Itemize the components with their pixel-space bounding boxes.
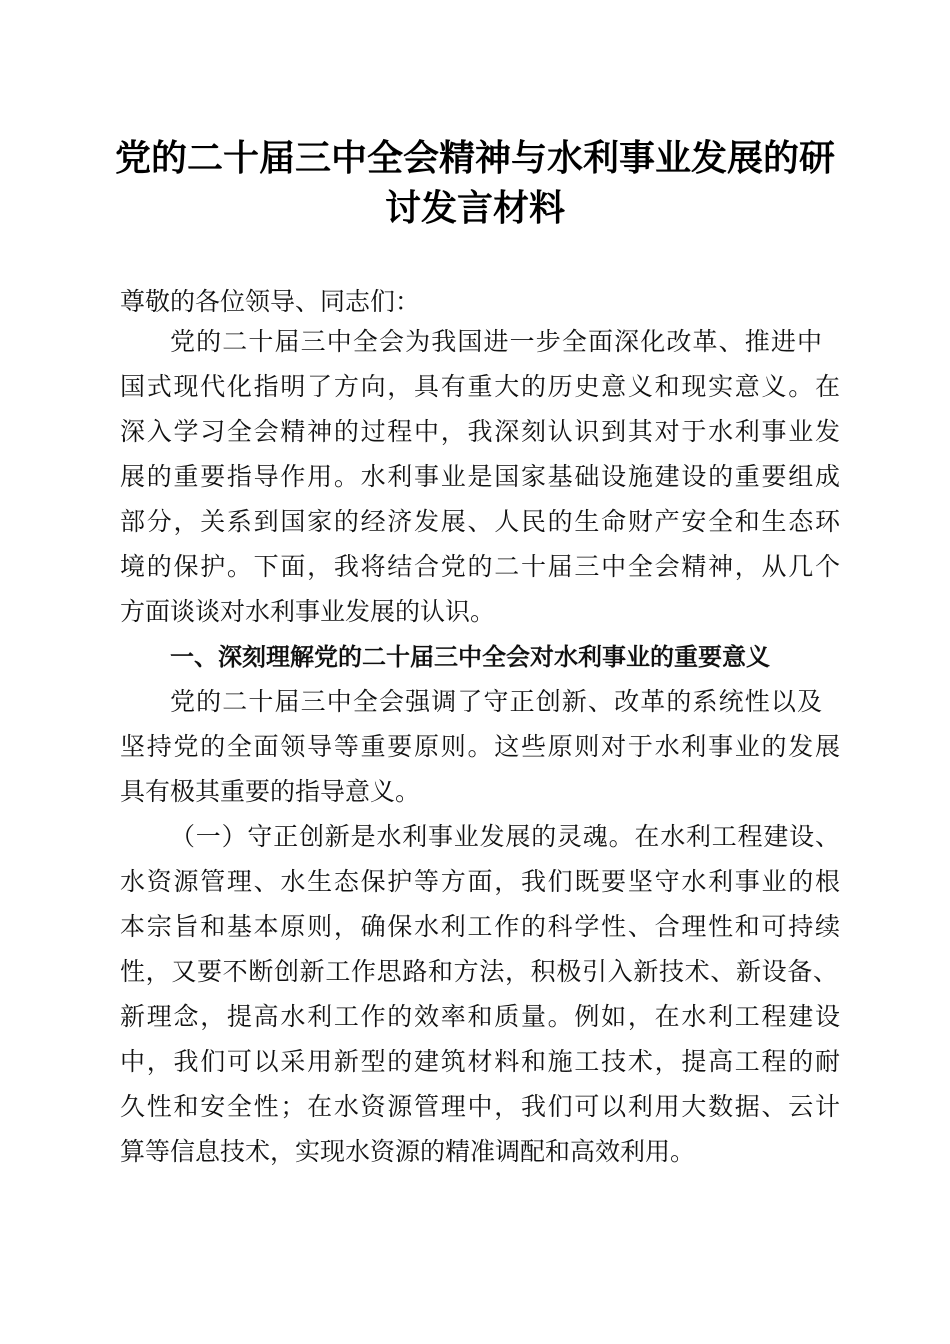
- paragraph-line: （一）守正创新是水利事业发展的灵魂。在水利工程建设、: [170, 822, 840, 851]
- paragraph-line: 部分，关系到国家的经济发展、人民的生命财产安全和生态环: [120, 507, 840, 536]
- salutation: 尊敬的各位领导、同志们：: [120, 287, 421, 316]
- paragraph-line: 久性和安全性；在水资源管理中，我们可以利用大数据、云计: [120, 1092, 840, 1121]
- paragraph-line: 坚持党的全面领导等重要原则。这些原则对于水利事业的发展: [120, 732, 840, 761]
- paragraph-line: 国式现代化指明了方向，具有重大的历史意义和现实意义。在: [120, 372, 840, 401]
- paragraph-line: 方面谈谈对水利事业发展的认识。: [120, 597, 496, 626]
- paragraph-line: 展的重要指导作用。水利事业是国家基础设施建设的重要组成: [120, 462, 840, 491]
- paragraph-line: 本宗旨和基本原则，确保水利工作的科学性、合理性和可持续: [120, 912, 840, 941]
- paragraph-line: 性，又要不断创新工作思路和方法，积极引入新技术、新设备、: [120, 957, 838, 986]
- paragraph-line: 算等信息技术，实现水资源的精准调配和高效利用。: [120, 1137, 696, 1166]
- paragraph-line: 党的二十届三中全会为我国进一步全面深化改革、推进中: [170, 327, 822, 356]
- paragraph-line: 水资源管理、水生态保护等方面，我们既要坚守水利事业的根: [120, 867, 840, 896]
- paragraph-line: 深入学习全会精神的过程中，我深刻认识到其对于水利事业发: [120, 417, 840, 446]
- document-title-line-1: 党的二十届三中全会精神与水利事业发展的研: [114, 137, 835, 179]
- paragraph-line: 中，我们可以采用新型的建筑材料和施工技术，提高工程的耐: [120, 1047, 840, 1076]
- paragraph-line: 具有极其重要的指导意义。: [120, 777, 421, 806]
- paragraph-line: 党的二十届三中全会强调了守正创新、改革的系统性以及: [170, 687, 822, 716]
- document-title-line-2: 讨发言材料: [384, 187, 565, 229]
- paragraph-line: 新理念，提高水利工作的效率和质量。例如，在水利工程建设: [120, 1002, 840, 1031]
- section-heading: 一、深刻理解党的二十届三中全会对水利事业的重要意义: [170, 643, 770, 671]
- paragraph-line: 境的保护。下面，我将结合党的二十届三中全会精神，从几个: [120, 552, 840, 581]
